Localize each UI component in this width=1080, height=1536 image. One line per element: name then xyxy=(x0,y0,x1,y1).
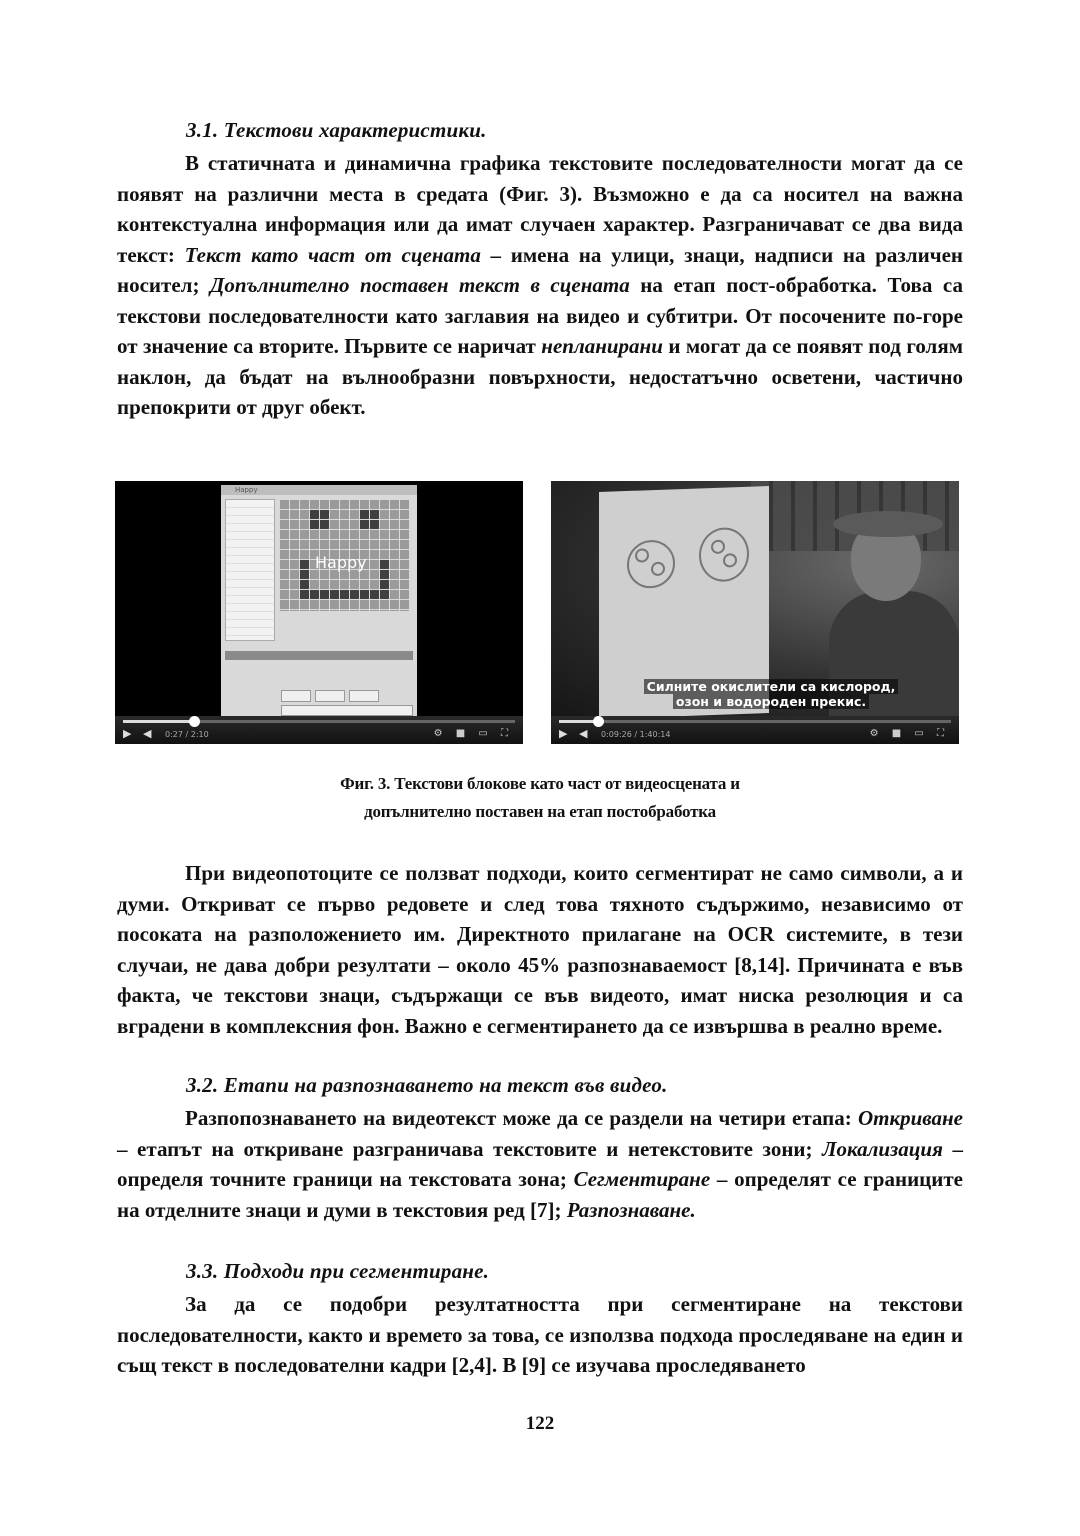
play-icon[interactable]: ▶ xyxy=(123,727,132,740)
text-run: – етапът на откриване разграничава текстовите и нетекстовите зони; xyxy=(117,1136,823,1161)
section-heading-3-2: 3.2. Етапи на разпознаването на текст във видео. xyxy=(186,1073,668,1097)
player-controls xyxy=(551,716,959,744)
seek-knob[interactable] xyxy=(189,716,200,727)
emphasis-detection: Откриване xyxy=(857,1106,963,1130)
overlay-text-happy: Happy xyxy=(315,553,367,572)
learn-button xyxy=(281,705,413,716)
video-frame-right xyxy=(551,481,959,744)
page-number: 122 xyxy=(525,1413,555,1434)
drawing-circle xyxy=(627,539,675,589)
paragraph-video-streams: При видеопотоците се ползват подходи, които сегментират не само символи, а и думи. Откриват се първо редовете и след това тяхното съдържимо, независимо от посоката на разположението им. Директното прилагане на OCR системите, в тези случаи, не дава добри резултати – около 45% разпознаваемост [8,14]. Причината е във факта, че текстови знаци, съдържащи се във видеото, имат ниска резолюция и са вградени в комплексния фон. Важно е сегментирането да се извършва в реално време. xyxy=(117,861,963,1038)
text-run: – имена на улици, знаци, надписи на различен носител; xyxy=(117,242,963,297)
seek-bar[interactable] xyxy=(123,720,515,723)
section-heading-3-1: 3.1. Текстови характеристики. xyxy=(186,118,487,142)
caption-label: Фиг. 3. xyxy=(340,774,391,793)
play-icon[interactable]: ▶ xyxy=(559,727,568,740)
video-frame-left xyxy=(115,481,523,744)
network-params xyxy=(225,623,411,645)
time-readout: 0:09:26 / 1:40:14 xyxy=(601,730,671,739)
app-window-title: Happy xyxy=(221,485,417,495)
figure-caption xyxy=(140,770,940,826)
drawing-circle xyxy=(699,527,749,583)
player-controls xyxy=(115,716,523,744)
seek-bar-fill xyxy=(123,720,194,723)
app-window-screenshot xyxy=(221,485,417,717)
seek-bar[interactable] xyxy=(559,720,951,723)
text-run: и могат да се появят под голям наклон, да бъдат на вълнообразни повърхности, недостатъчно осветени, частично препокрити от друг обект. xyxy=(117,334,963,419)
text-run: В статичната и динамична графика текстовите последователности могат да се появят на различни места в средата (Фиг. 3). Възможно е да са носител на важна контекстуална информация или да имат случаен характер. Разграничават се два вида текст: xyxy=(117,151,963,267)
section-heading-3-3: 3.3. Подходи при сегментиране. xyxy=(186,1259,490,1283)
person-hat xyxy=(833,511,943,537)
pattern-list xyxy=(225,499,275,641)
text-run: Разпопознаването на видеотекст може да се раздели на четири етапа: xyxy=(185,1106,858,1130)
volume-icon[interactable]: ◀ xyxy=(143,727,152,740)
emphasis-unplanned: непланирани xyxy=(541,334,663,358)
training-progress xyxy=(225,651,413,660)
emphasis-segmentation: Сегментиране xyxy=(573,1167,711,1191)
paragraph-recognition-stages xyxy=(117,1103,963,1225)
caption-line-1: Текстови блокове като част от видеосцената и xyxy=(390,774,740,793)
emphasis-recognition: Разпознаване. xyxy=(566,1197,696,1222)
text-run: на етап пост-обработка. Това са текстови последователности като заглавия на видео и субтитри. От посочените по-горе от значение са вторите. Първите се наричат xyxy=(117,273,963,358)
video-subtitle xyxy=(611,679,931,709)
emphasis-localization: Локализация xyxy=(822,1136,943,1161)
pixel-grid xyxy=(279,499,409,611)
player-right-controls[interactable]: ⚙ ■ ▭ ⛶ xyxy=(433,728,513,739)
time-readout: 0:27 / 2:10 xyxy=(165,730,209,739)
volume-icon[interactable]: ◀ xyxy=(579,727,588,740)
paragraph-text-characteristics xyxy=(117,148,963,423)
text-run: – определя точните граници на текстовата зона; xyxy=(117,1136,963,1191)
caption-line-2: допълнително поставен на етап постобработка xyxy=(364,802,716,821)
emphasis-added-text: Допълнително поставен текст в сцената xyxy=(210,273,630,297)
player-right-controls[interactable]: ⚙ ■ ▭ ⛶ xyxy=(869,728,949,739)
subtitle-line-1: Силните окислители са кислород, xyxy=(644,679,899,694)
subtitle-line-2: озон и водороден прекис. xyxy=(673,694,869,709)
text-run: – определят се границите на отделните знаци и думи в текстовия ред [7]; xyxy=(117,1167,964,1222)
emphasis-scene-text: Текст като част от сцената xyxy=(184,242,481,267)
seek-knob[interactable] xyxy=(593,716,604,727)
paragraph-segmentation-approaches: За да се подобри резултатността при сегментиране на текстови последователности, както и времето за това, се използва подхода проследяване на един и същ текст в последователни кадри [2,4]. В [9] се изучава проследяването xyxy=(117,1292,963,1377)
